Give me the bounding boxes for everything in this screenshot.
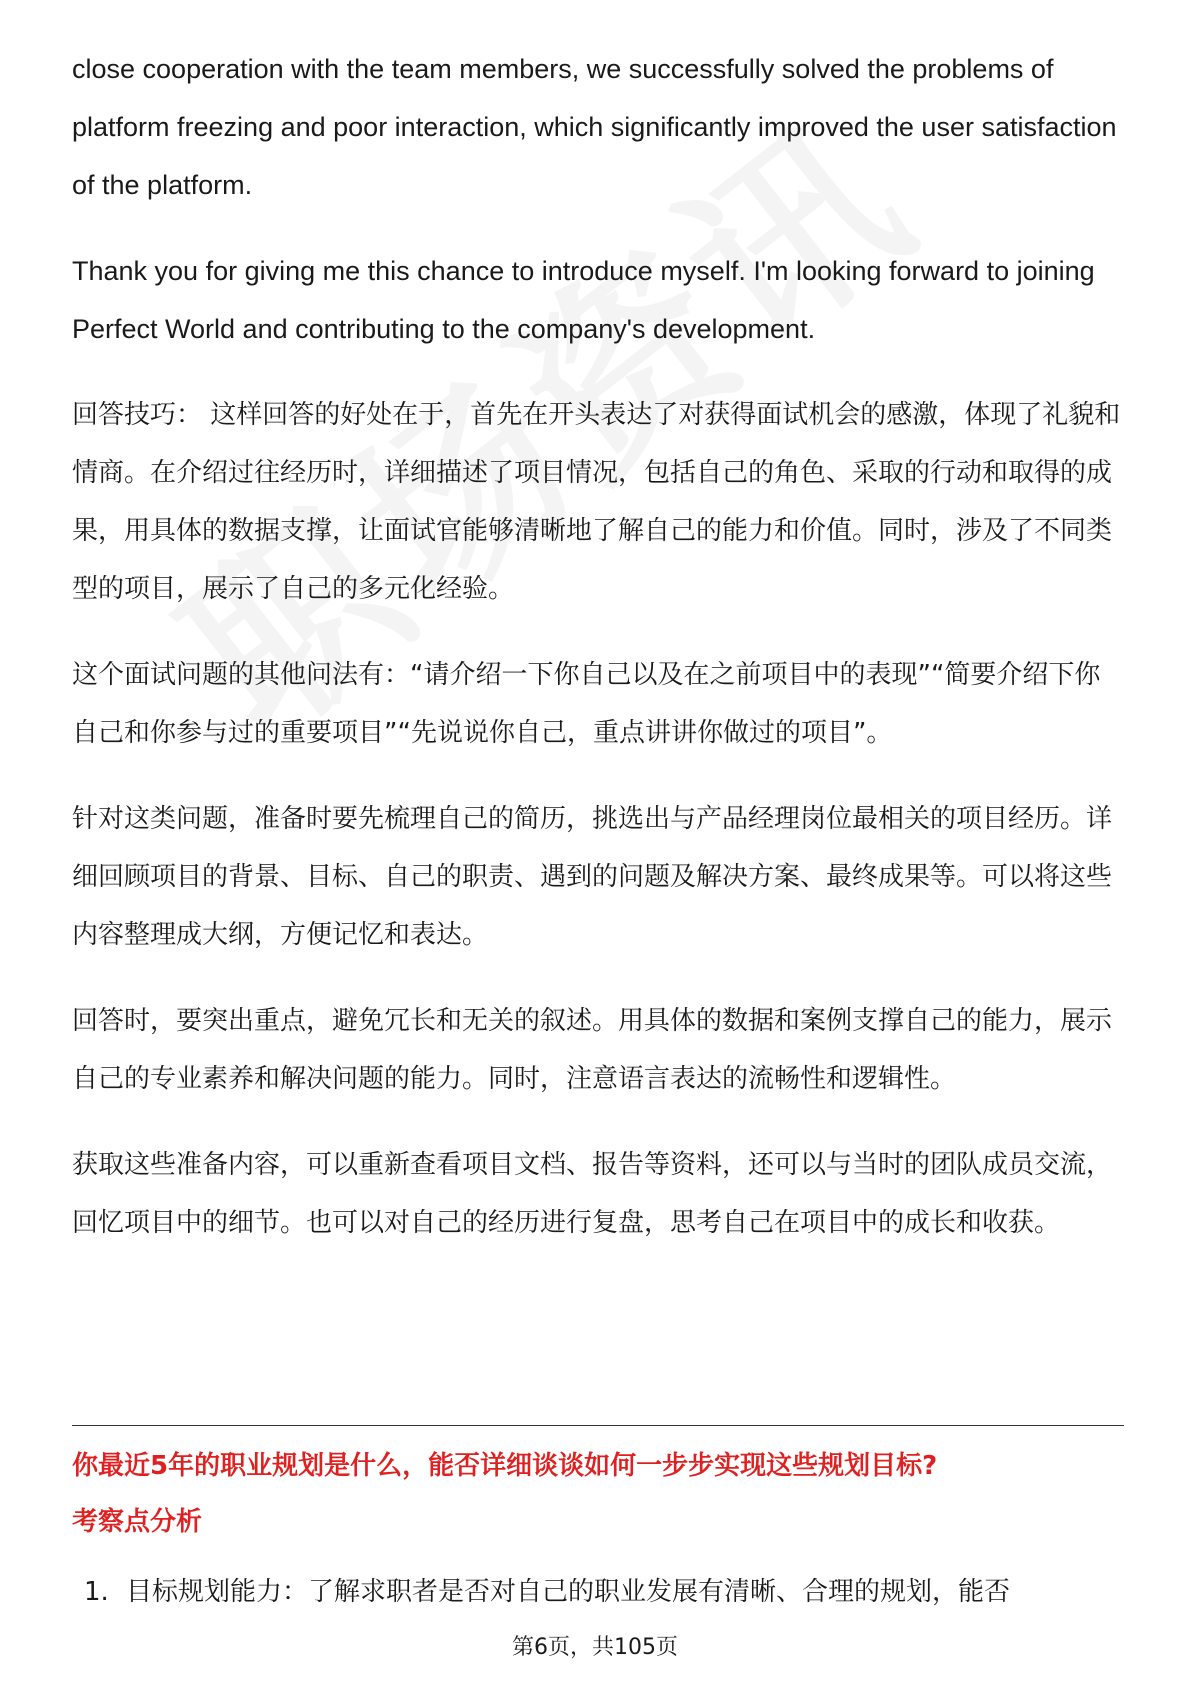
paragraph: 针对这类问题，准备时要先梳理自己的简历，挑选出与产品经理岗位最相关的项目经历。详细回顾项目的背景、目标、自己的职责、遇到的问题及解决方案、最终成果等。可以将这些内容整理成大纲，方便记忆和表达。 (72, 804, 1113, 950)
list-item (84, 1572, 1124, 1612)
paragraph: Thank you for giving me this chance to introduce myself. I'm looking forward to joining Perfect World and contributing to the company's development. (72, 256, 1095, 344)
paragraph: close cooperation with the team members, we successfully solved the problems of platform freezing and poor interaction, which significantly improved the user satisfaction of the platform. (72, 54, 1117, 200)
paragraph: 获取这些准备内容，可以重新查看项目文档、报告等资料，还可以与当时的团队成员交流，回忆项目中的细节。也可以对自己的经历进行复盘，思考自己在项目中的成长和收获。 (72, 1150, 1113, 1238)
paragraph: 回答技巧： 这样回答的好处在于，首先在开头表达了对获得面试机会的感激，体现了礼貌和情商。在介绍过往经历时，详细描述了项目情况，包括自己的角色、采取的行动和取得的成果，用具体的数据支撑，让面试官能够清晰地了解自己的能力和价值。同时，涉及了不同类型的项目，展示了自己的多元化经验。 (72, 400, 1121, 604)
question-heading: 你最近5年的职业规划是什么，能否详细谈谈如何一步步实现这些规划目标? (72, 1451, 938, 1481)
paragraph: 回答时，要突出重点，避免冗长和无关的叙述。用具体的数据和案例支撑自己的能力，展示自己的专业素养和解决问题的能力。同时，注意语言表达的流畅性和逻辑性。 (72, 1006, 1113, 1094)
document-body (72, 40, 1122, 1280)
paragraph: 这个面试问题的其他问法有：“请介绍一下你自己以及在之前项目中的表现”“简要介绍下你自己和你参与过的重要项目”“先说说你自己，重点讲讲你做过的项目”。 (72, 660, 1101, 748)
section-divider (72, 1425, 1124, 1426)
analysis-heading: 考察点分析 (72, 1507, 203, 1537)
list-item-text: 目标规划能力：了解求职者是否对自己的职业发展有清晰、合理的规划，能否 (126, 1577, 1011, 1607)
page-footer: 第6页，共105页 (512, 1635, 678, 1660)
list-item-number: 1. (84, 1577, 109, 1607)
